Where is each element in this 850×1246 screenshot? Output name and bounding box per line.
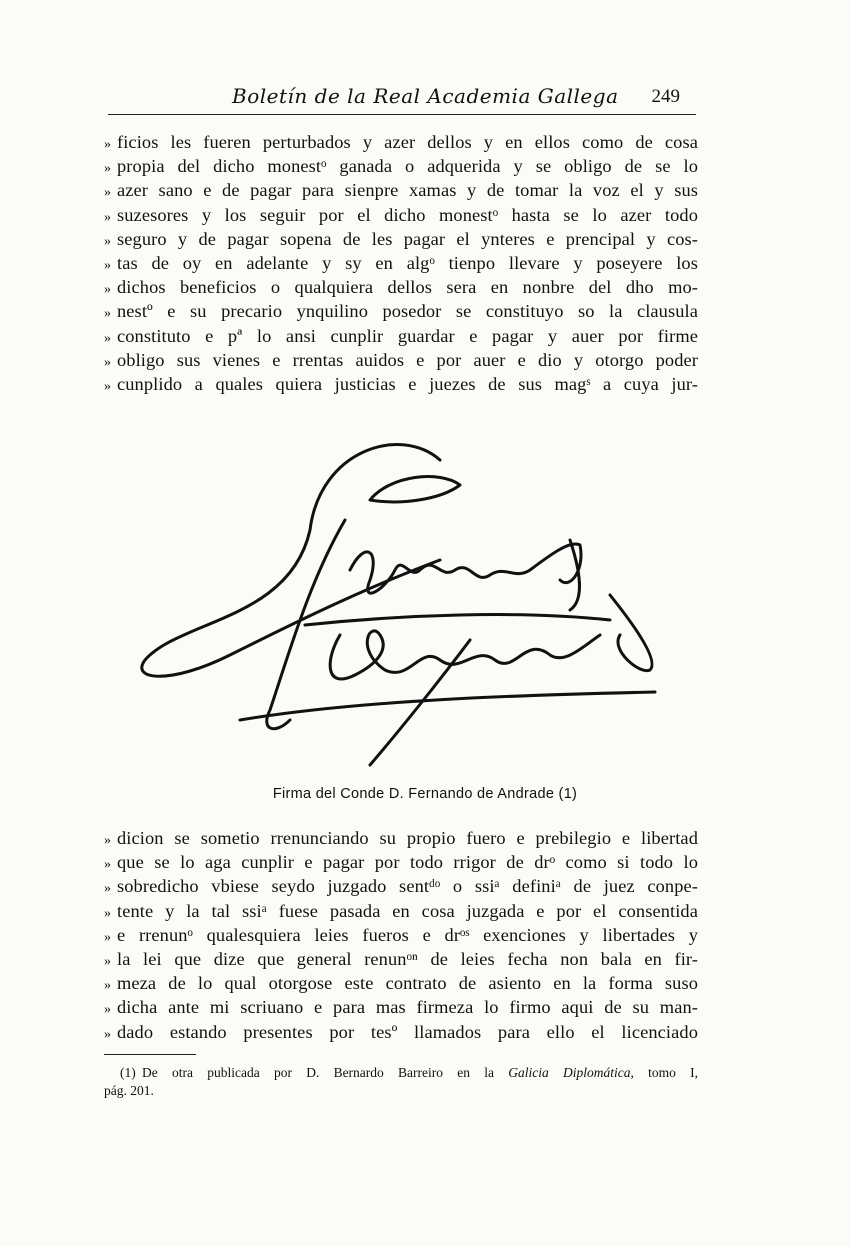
line-text: cunplido a quales quiera justicias e juezes de sus magˢ a cuya jur- bbox=[117, 373, 698, 394]
text-line bbox=[104, 203, 698, 227]
quote-mark: » bbox=[104, 378, 112, 394]
quote-mark: » bbox=[104, 209, 112, 225]
line-text: dicha ante mi scriuano e para mas firmeza lo firmo aqui de su man- bbox=[117, 997, 698, 1018]
quote-mark: » bbox=[104, 857, 112, 873]
line-text: dicion se sometio rrenunciando su propio fuero e prebilegio e libertad bbox=[117, 828, 698, 848]
footnote-text-after: tomo I, bbox=[648, 1065, 698, 1080]
quote-mark: » bbox=[104, 137, 112, 152]
quote-mark: » bbox=[104, 881, 112, 897]
text-line bbox=[104, 324, 698, 348]
line-text: tas de oy en adelante y sy en algᵒ tienpo llevare y poseyere los bbox=[117, 252, 698, 273]
signature-caption: Firma del Conde D. Fernando de Andrade (1) bbox=[272, 786, 578, 802]
body-text-top bbox=[104, 130, 698, 396]
quote-mark: » bbox=[104, 953, 112, 969]
line-text: constituto e pª lo ansi cunplir guardar e pagar y auer por firme bbox=[117, 325, 698, 346]
quote-mark: » bbox=[104, 185, 112, 201]
line-text: que se lo aga cunplir e pagar por todo rrigor de drᵒ como si todo lo bbox=[117, 852, 698, 873]
text-line bbox=[104, 372, 698, 396]
text-line bbox=[104, 850, 698, 874]
text-line bbox=[104, 826, 698, 850]
quote-mark: » bbox=[104, 978, 112, 994]
text-line bbox=[104, 251, 698, 275]
line-text: sobredicho vbiese seydo juzgado sentᵈᵒ o ssiᵃ definiᵃ de juez conpe- bbox=[117, 876, 698, 897]
text-line bbox=[104, 923, 698, 947]
text-line bbox=[104, 348, 698, 372]
footnote-text-before: De otra publicada por D. Bernardo Barreiro en la bbox=[142, 1065, 494, 1080]
text-line bbox=[104, 947, 698, 971]
line-text: tente y la tal ssiᵃ fuese pasada en cosa juzgada e por el consentida bbox=[117, 900, 698, 921]
text-line bbox=[104, 899, 698, 923]
quote-mark: » bbox=[104, 354, 112, 370]
footnote-rule bbox=[104, 1054, 196, 1055]
footnote-marker: (1) bbox=[120, 1065, 136, 1080]
text-line bbox=[104, 971, 698, 995]
body-text-bottom bbox=[104, 826, 698, 1044]
quote-mark: » bbox=[104, 929, 112, 945]
quote-mark: » bbox=[104, 1002, 112, 1018]
text-line bbox=[104, 227, 698, 251]
line-text: nestº e su precario ynquilino posedor se constituyo so la clausula bbox=[117, 301, 698, 322]
line-text: e rrenunᵒ qualesquiera leies fueros e drᵒˢ exenciones y libertades y bbox=[117, 924, 698, 945]
signature-image bbox=[140, 420, 680, 770]
running-title: Boletín de la Real Academia Gallega bbox=[232, 84, 619, 108]
page-number: 249 bbox=[651, 86, 680, 107]
text-line bbox=[104, 275, 698, 299]
line-text: meza de lo qual otorgose este contrato de asiento en la forma suso bbox=[117, 973, 698, 994]
line-text: suzesores y los seguir por el dicho monestᵒ hasta se lo azer todo bbox=[117, 204, 698, 225]
quote-mark: » bbox=[104, 306, 112, 322]
text-line bbox=[104, 1020, 698, 1044]
line-text: azer sano e de pagar para sienpre xamas y de tomar la voz el y sus bbox=[117, 180, 698, 201]
footnote-work-title: Galicia Diplomática, bbox=[508, 1065, 634, 1080]
line-text: obligo sus vienes e rrentas auidos e por auer e dio y otorgo poder bbox=[117, 349, 698, 370]
quote-mark: » bbox=[104, 282, 112, 298]
line-text: propia del dicho monestᵒ ganada o adquerida y se obligo de se lo bbox=[117, 156, 698, 177]
text-line bbox=[104, 299, 698, 323]
quote-mark: » bbox=[104, 233, 112, 249]
line-text: dado estando presentes por tesº llamados para ello el licenciado bbox=[117, 1021, 698, 1042]
text-line bbox=[104, 130, 698, 154]
quote-mark: » bbox=[104, 161, 112, 177]
line-text: ficios les fueren perturbados y azer dellos y en ellos como de cosa bbox=[117, 132, 698, 152]
quote-mark: » bbox=[104, 905, 112, 921]
running-header bbox=[108, 84, 696, 115]
quote-mark: » bbox=[104, 330, 112, 346]
text-line bbox=[104, 178, 698, 202]
text-line bbox=[104, 995, 698, 1019]
footnote-continuation: pág. 201. bbox=[104, 1083, 154, 1098]
quote-mark: » bbox=[104, 257, 112, 273]
quote-mark: » bbox=[104, 1026, 112, 1042]
line-text: dichos beneficios o qualquiera dellos sera en nonbre del dho mo- bbox=[117, 277, 698, 298]
line-text: la lei que dize que general renunᵒⁿ de leies fecha non bala en fir- bbox=[117, 948, 698, 969]
line-text: seguro y de pagar sopena de les pagar el ynteres e prencipal y cos- bbox=[117, 228, 698, 249]
footnote bbox=[104, 1064, 698, 1100]
text-line bbox=[104, 874, 698, 898]
quote-mark: » bbox=[104, 833, 112, 848]
text-line bbox=[104, 154, 698, 178]
